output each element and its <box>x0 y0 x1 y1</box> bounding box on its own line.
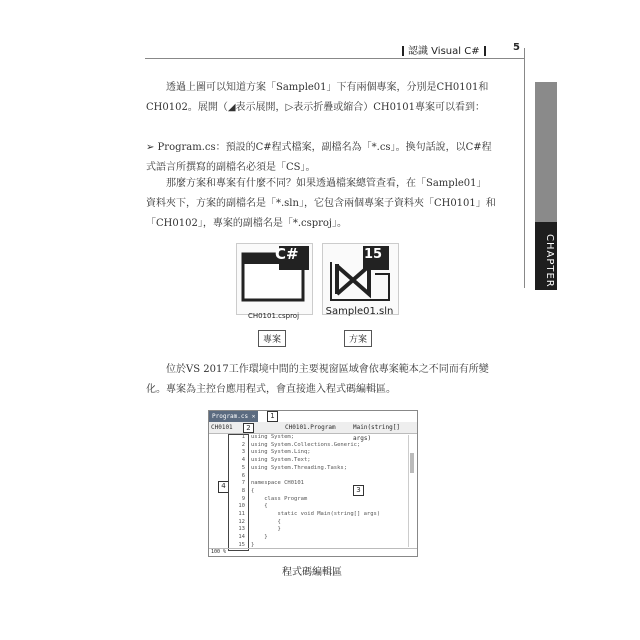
project-dropdown[interactable]: CH0101 <box>211 424 233 431</box>
csproj-badge: C# <box>275 245 299 263</box>
sln-file-icon <box>322 243 399 315</box>
visual-studio-icon <box>323 244 398 314</box>
figure-caption: 程式碼編輯區 <box>282 567 342 578</box>
page-number: 5 <box>513 42 520 53</box>
csproj-caption: CH0101.csproj <box>247 312 300 320</box>
vertical-scrollbar[interactable] <box>408 435 415 547</box>
code-text[interactable]: using System; using System.Collections.Generic; using System.Linq; using System.Text; using System.Threading.Tasks; namespace CH0101 { class Program { static void Main(string[] args) { } } } <box>251 434 381 548</box>
header-rule <box>145 58 525 59</box>
navigation-bar <box>209 422 417 442</box>
callout-2: 2 <box>243 423 254 433</box>
member-dropdown[interactable]: Main(string[] args) <box>353 424 400 442</box>
zoom-level[interactable]: 100 % <box>211 549 227 555</box>
header-title: 認識 Visual C# <box>408 46 480 57</box>
line-numbers: 1 2 3 4 5 6 7 8 9 10 11 12 13 14 15 <box>238 434 245 548</box>
chapter-tab-top <box>535 82 557 222</box>
paragraph-1: 透過上圖可以知道方案「Sample01」下有兩個專案，分別是CH0101和CH0102。展開（◢表示展開，▷表示折疊或縮合）CH0101專案可以看到： <box>146 82 489 113</box>
header-bar-right <box>484 46 486 56</box>
class-dropdown[interactable]: CH0101.Program <box>285 424 336 431</box>
callout-4: 4 <box>218 481 229 493</box>
margin-rule <box>524 48 525 288</box>
callout-1: 1 <box>267 411 278 422</box>
chapter-tab-number: 1 <box>541 322 551 337</box>
scrollbar-thumb[interactable] <box>410 453 414 473</box>
sln-badge: 15 <box>364 247 383 262</box>
paragraph-4: 位於VS 2017工作環境中間的主要視窗區域會依專案範本之不同而有所變化。專案為主控台應用程式，會直接進入程式碼編輯區。 <box>146 364 489 395</box>
editor-status <box>209 548 417 556</box>
header-bar-left <box>402 46 404 56</box>
code-editor-screenshot <box>208 410 418 557</box>
csproj-label: 專案 <box>258 330 286 347</box>
sln-caption: Sample01.sln <box>325 306 394 317</box>
sln-label: 方案 <box>344 330 372 347</box>
chapter-tab <box>535 82 557 337</box>
paragraph-3: 那麼方案和專案有什麼不同？如果透過檔案總管查看，在「Sample01」資料夾下，方案的副檔名是「*.sln」，它包含兩個專案子資料夾「CH0101」和「CH0102」，專案的副檔名是「*.csproj」。 <box>146 178 496 229</box>
chapter-tab-label: CHAPTER <box>544 234 555 288</box>
callout-3: 3 <box>353 485 364 496</box>
running-header <box>398 42 490 57</box>
editor-tab[interactable]: Program.cs ✕ <box>209 411 258 422</box>
paragraph-2: ➢ Program.cs：預設的C#程式檔案，副檔名為「*.cs」。換句話說，以C#程式語言所撰寫的副檔名必須是「CS」。 <box>146 142 492 173</box>
